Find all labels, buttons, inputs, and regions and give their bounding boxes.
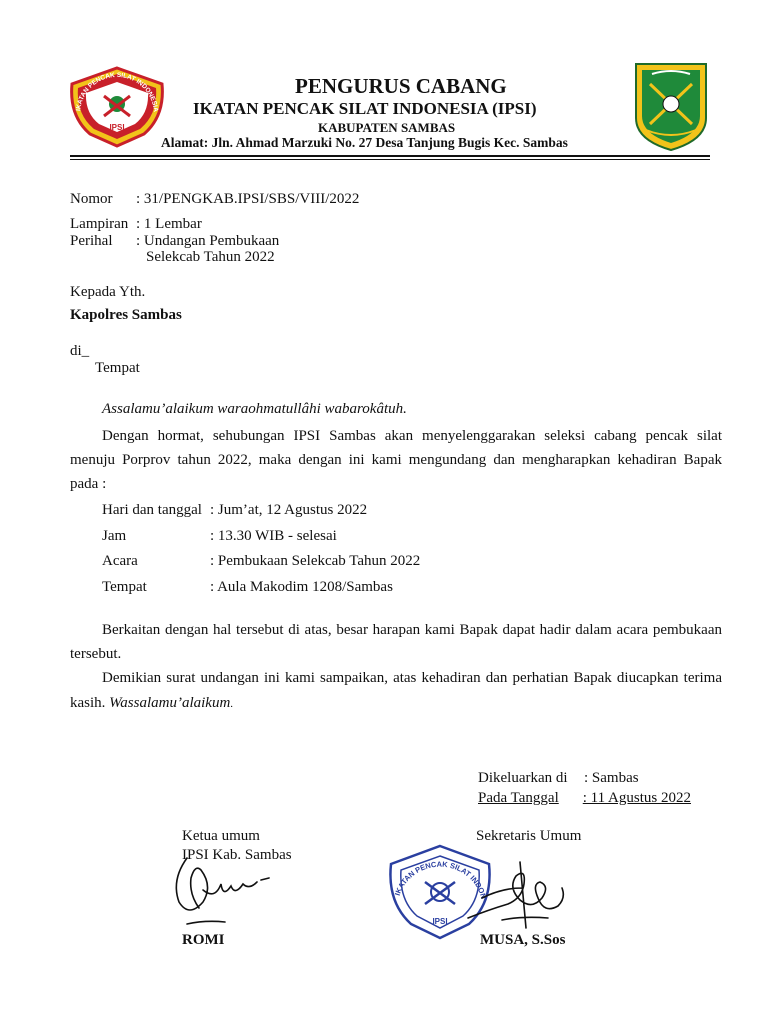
detail-label-venue: Tempat — [102, 579, 147, 595]
issued-date-label: Pada Tanggal — [478, 790, 559, 806]
letterhead-rule-thin — [70, 159, 710, 160]
paragraph-2-line-1: Berkaitan dengan hal tersebut di atas, besar harapan kami Bapak dapat hadir dalam acara pembukaan — [102, 622, 722, 638]
closing-greeting: Wassalamu’alaikum — [109, 695, 231, 711]
left-signatory-title: Ketua umum — [182, 828, 260, 844]
sambas-regency-emblem-icon — [630, 60, 712, 152]
ipsi-logo — [66, 66, 168, 148]
ipsi-emblem-icon — [66, 66, 168, 148]
letterhead-rule-thick — [70, 155, 710, 157]
paragraph-3-line-2 — [70, 694, 233, 713]
recipient-name: Kapolres Sambas — [70, 307, 182, 323]
left-signatory-org: IPSI Kab. Sambas — [182, 847, 292, 863]
ipsi-logo-bottom-text: IPSI — [109, 123, 125, 132]
perihal-value: : Undangan Pembukaan — [136, 233, 280, 249]
detail-label-date: Hari dan tanggal — [102, 502, 202, 518]
issued-date — [478, 789, 691, 807]
signature-scribble-icon — [165, 850, 275, 930]
closing-plain: kasih. — [70, 695, 110, 711]
left-signature — [165, 850, 275, 930]
issued-place-value: : Sambas — [584, 770, 639, 786]
paragraph-1-line-3: pada : — [70, 476, 107, 492]
letterhead-address: Alamat: Jln. Ahmad Marzuki No. 27 Desa Tanjung Bugis Kec. Sambas — [161, 135, 568, 150]
right-signature — [462, 858, 572, 934]
detail-value-venue: : Aula Makodim 1208/Sambas — [210, 579, 393, 595]
paragraph-2-line-2: tersebut. — [70, 646, 122, 662]
perihal-value-cont: Selekcab Tahun 2022 — [146, 249, 275, 265]
closing-period: . — [230, 698, 234, 710]
nomor-value: : 31/PENGKAB.IPSI/SBS/VIII/2022 — [136, 191, 360, 207]
detail-value-time: : 13.30 WIB - selesai — [210, 528, 337, 544]
opening-greeting: Assalamu’alaikum waraohmatullâhi wabarokâtuh. — [102, 401, 407, 417]
sambas-logo — [630, 60, 712, 152]
signature-scribble-icon — [462, 858, 572, 934]
stamp-arc-text: IKATAN PENCAK SILAT INDON — [392, 859, 489, 900]
detail-value-date: : Jum’at, 12 Agustus 2022 — [210, 502, 368, 518]
issued-place-label: Dikeluarkan di — [478, 770, 568, 786]
letterhead-region: KABUPATEN SAMBAS — [318, 120, 456, 135]
recipient-place: Tempat — [95, 360, 140, 376]
detail-label-event: Acara — [102, 553, 138, 569]
lampiran-value: : 1 Lembar — [136, 216, 202, 232]
paragraph-3-line-1: Demikian surat undangan ini kami sampaikan, atas kehadiran dan perhatian Bapak diucapkan terima — [102, 670, 722, 686]
recipient-di: di_ — [70, 343, 90, 359]
letterhead-title: PENGURUS CABANG — [295, 74, 507, 98]
lampiran-label: Lampiran — [70, 216, 129, 232]
right-signatory-name: MUSA, S.Sos — [480, 932, 566, 948]
letterhead-organization: IKATAN PENCAK SILAT INDONESIA (IPSI) — [193, 99, 537, 118]
detail-value-event: : Pembukaan Selekcab Tahun 2022 — [210, 553, 421, 569]
kepada-yth: Kepada Yth. — [70, 284, 146, 300]
issued-date-value: : 11 Agustus 2022 — [582, 790, 691, 806]
paragraph-1-line-1: Dengan hormat, sehubungan IPSI Sambas akan menyelenggarakan seleksi cabang pencak silat — [102, 428, 722, 444]
left-signatory-name: ROMI — [182, 932, 225, 948]
paragraph-1-line-2: menuju Porprov tahun 2022, maka dengan ini kami mengundang dan mengharapkan kehadiran Bapak — [70, 452, 722, 468]
detail-label-time: Jam — [102, 528, 127, 544]
ipsi-logo-arc-text: IKATAN PENCAK SILAT INDONESIA — [75, 71, 159, 113]
nomor-label: Nomor — [70, 191, 113, 207]
perihal-label: Perihal — [70, 233, 113, 249]
stamp-bottom-text: IPSI — [432, 917, 448, 926]
right-signatory-title: Sekretaris Umum — [476, 828, 582, 844]
